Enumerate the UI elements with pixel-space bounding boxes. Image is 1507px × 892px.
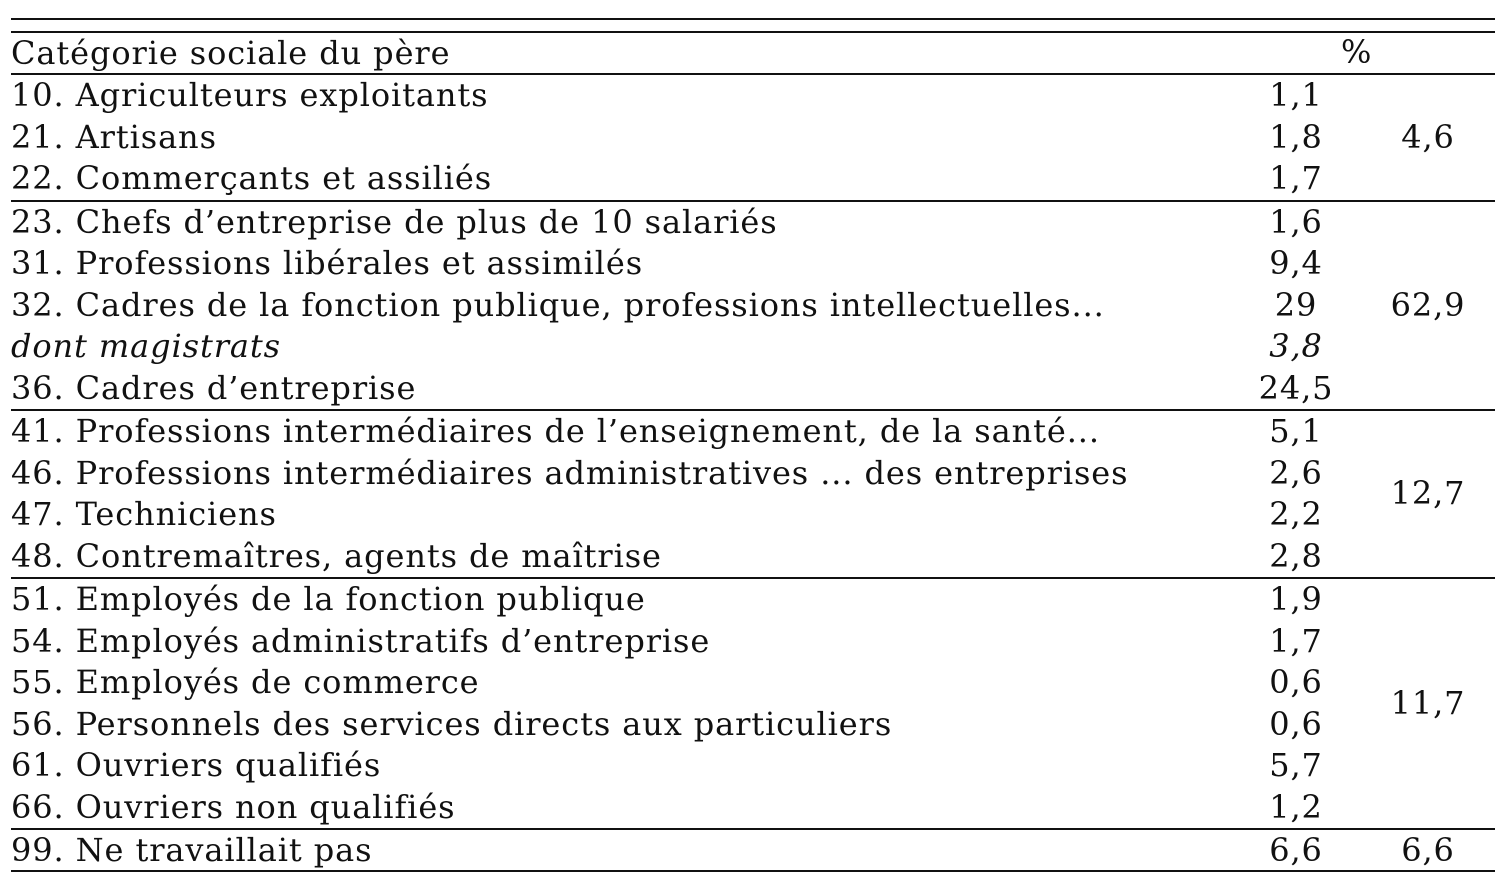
- table-header-row: [11, 33, 1495, 74]
- header-percent-label: %: [1341, 33, 1373, 71]
- category-label: 55. Employés de commerce: [11, 663, 480, 701]
- header-category-label: Catégorie sociale du père: [11, 33, 1231, 74]
- table-row: [11, 158, 1495, 201]
- table-row: [11, 829, 1495, 872]
- category-label: 10. Agriculteurs exploitants: [11, 74, 1231, 117]
- category-percent: 1,9: [1231, 578, 1361, 621]
- category-label: 32. Cadres de la fonction publique, professions intellectuelles...: [11, 285, 1105, 324]
- category-percent: 6,6: [1231, 829, 1361, 872]
- category-label: 99. Ne travaillait pas: [11, 829, 1231, 872]
- table-row: [11, 243, 1495, 285]
- category-label: 54. Employés administratifs d’entreprise: [11, 621, 711, 660]
- table-row: [11, 453, 1495, 495]
- table-row: [11, 787, 1495, 830]
- table-row: [11, 494, 1495, 536]
- category-percent: 0,6: [1269, 704, 1323, 743]
- category-percent: 2,8: [1269, 536, 1323, 575]
- header-percent-cell: [1231, 33, 1495, 74]
- category-percent: 5,1: [1231, 410, 1361, 453]
- category-percent: 29: [1274, 285, 1318, 324]
- category-label: 66. Ouvriers non qualifiés: [11, 787, 456, 826]
- category-label: 48. Contremaîtres, agents de maîtrise: [11, 536, 662, 575]
- table-row: [11, 578, 1495, 621]
- group-total: 4,6: [1361, 74, 1495, 201]
- category-percent: 1,6: [1231, 201, 1361, 244]
- top-rule-outer: [11, 18, 1495, 20]
- table-row: [11, 117, 1495, 159]
- category-percent: 3,8: [1269, 327, 1323, 365]
- category-label: dont magistrats: [11, 327, 281, 365]
- table-row: [11, 326, 1495, 368]
- table-row: [11, 201, 1495, 244]
- table-row: [11, 704, 1495, 746]
- category-label: 21. Artisans: [11, 117, 217, 156]
- category-percent: 2,6: [1269, 453, 1323, 492]
- category-percent: 5,7: [1269, 746, 1323, 784]
- category-percent: 0,6: [1269, 663, 1323, 701]
- group-total: 6,6: [1361, 829, 1495, 872]
- group-total: 12,7: [1361, 410, 1495, 578]
- category-percent: 1,8: [1269, 117, 1323, 156]
- category-percent: 1,7: [1269, 159, 1323, 197]
- category-percent: 1,2: [1269, 787, 1323, 826]
- table-row: [11, 662, 1495, 704]
- table-row: [11, 621, 1495, 663]
- table-row: [11, 368, 1495, 411]
- category-label: 31. Professions libérales et assimilés: [11, 244, 644, 282]
- table-row: [11, 74, 1495, 117]
- category-percent: 1,1: [1231, 74, 1361, 117]
- group-total: 11,7: [1361, 578, 1495, 829]
- category-label: 56. Personnels des services directs aux particuliers: [11, 704, 893, 743]
- table-row: [11, 536, 1495, 579]
- category-label: 41. Professions intermédiaires de l’enseignement, de la santé...: [11, 410, 1231, 453]
- table-row: [11, 745, 1495, 787]
- table-body: [11, 74, 1495, 872]
- table-row: [11, 285, 1495, 327]
- social-category-table: [11, 33, 1495, 872]
- category-percent: 9,4: [1269, 244, 1323, 282]
- category-percent: 1,7: [1269, 621, 1323, 660]
- category-label: 46. Professions intermédiaires administratives ... des entreprises: [11, 453, 1129, 492]
- category-percent: 2,2: [1269, 495, 1323, 533]
- category-percent: 24,5: [1258, 368, 1334, 407]
- category-label: 51. Employés de la fonction publique: [11, 578, 1231, 621]
- table-row: [11, 410, 1495, 453]
- category-label: 23. Chefs d’entreprise de plus de 10 salariés: [11, 201, 1231, 244]
- category-label: 22. Commerçants et assiliés: [11, 159, 493, 197]
- category-label: 36. Cadres d’entreprise: [11, 368, 417, 407]
- category-label: 47. Techniciens: [11, 495, 277, 533]
- bottom-rule: [11, 870, 1495, 872]
- category-label: 61. Ouvriers qualifiés: [11, 746, 382, 784]
- group-total: 62,9: [1361, 201, 1495, 411]
